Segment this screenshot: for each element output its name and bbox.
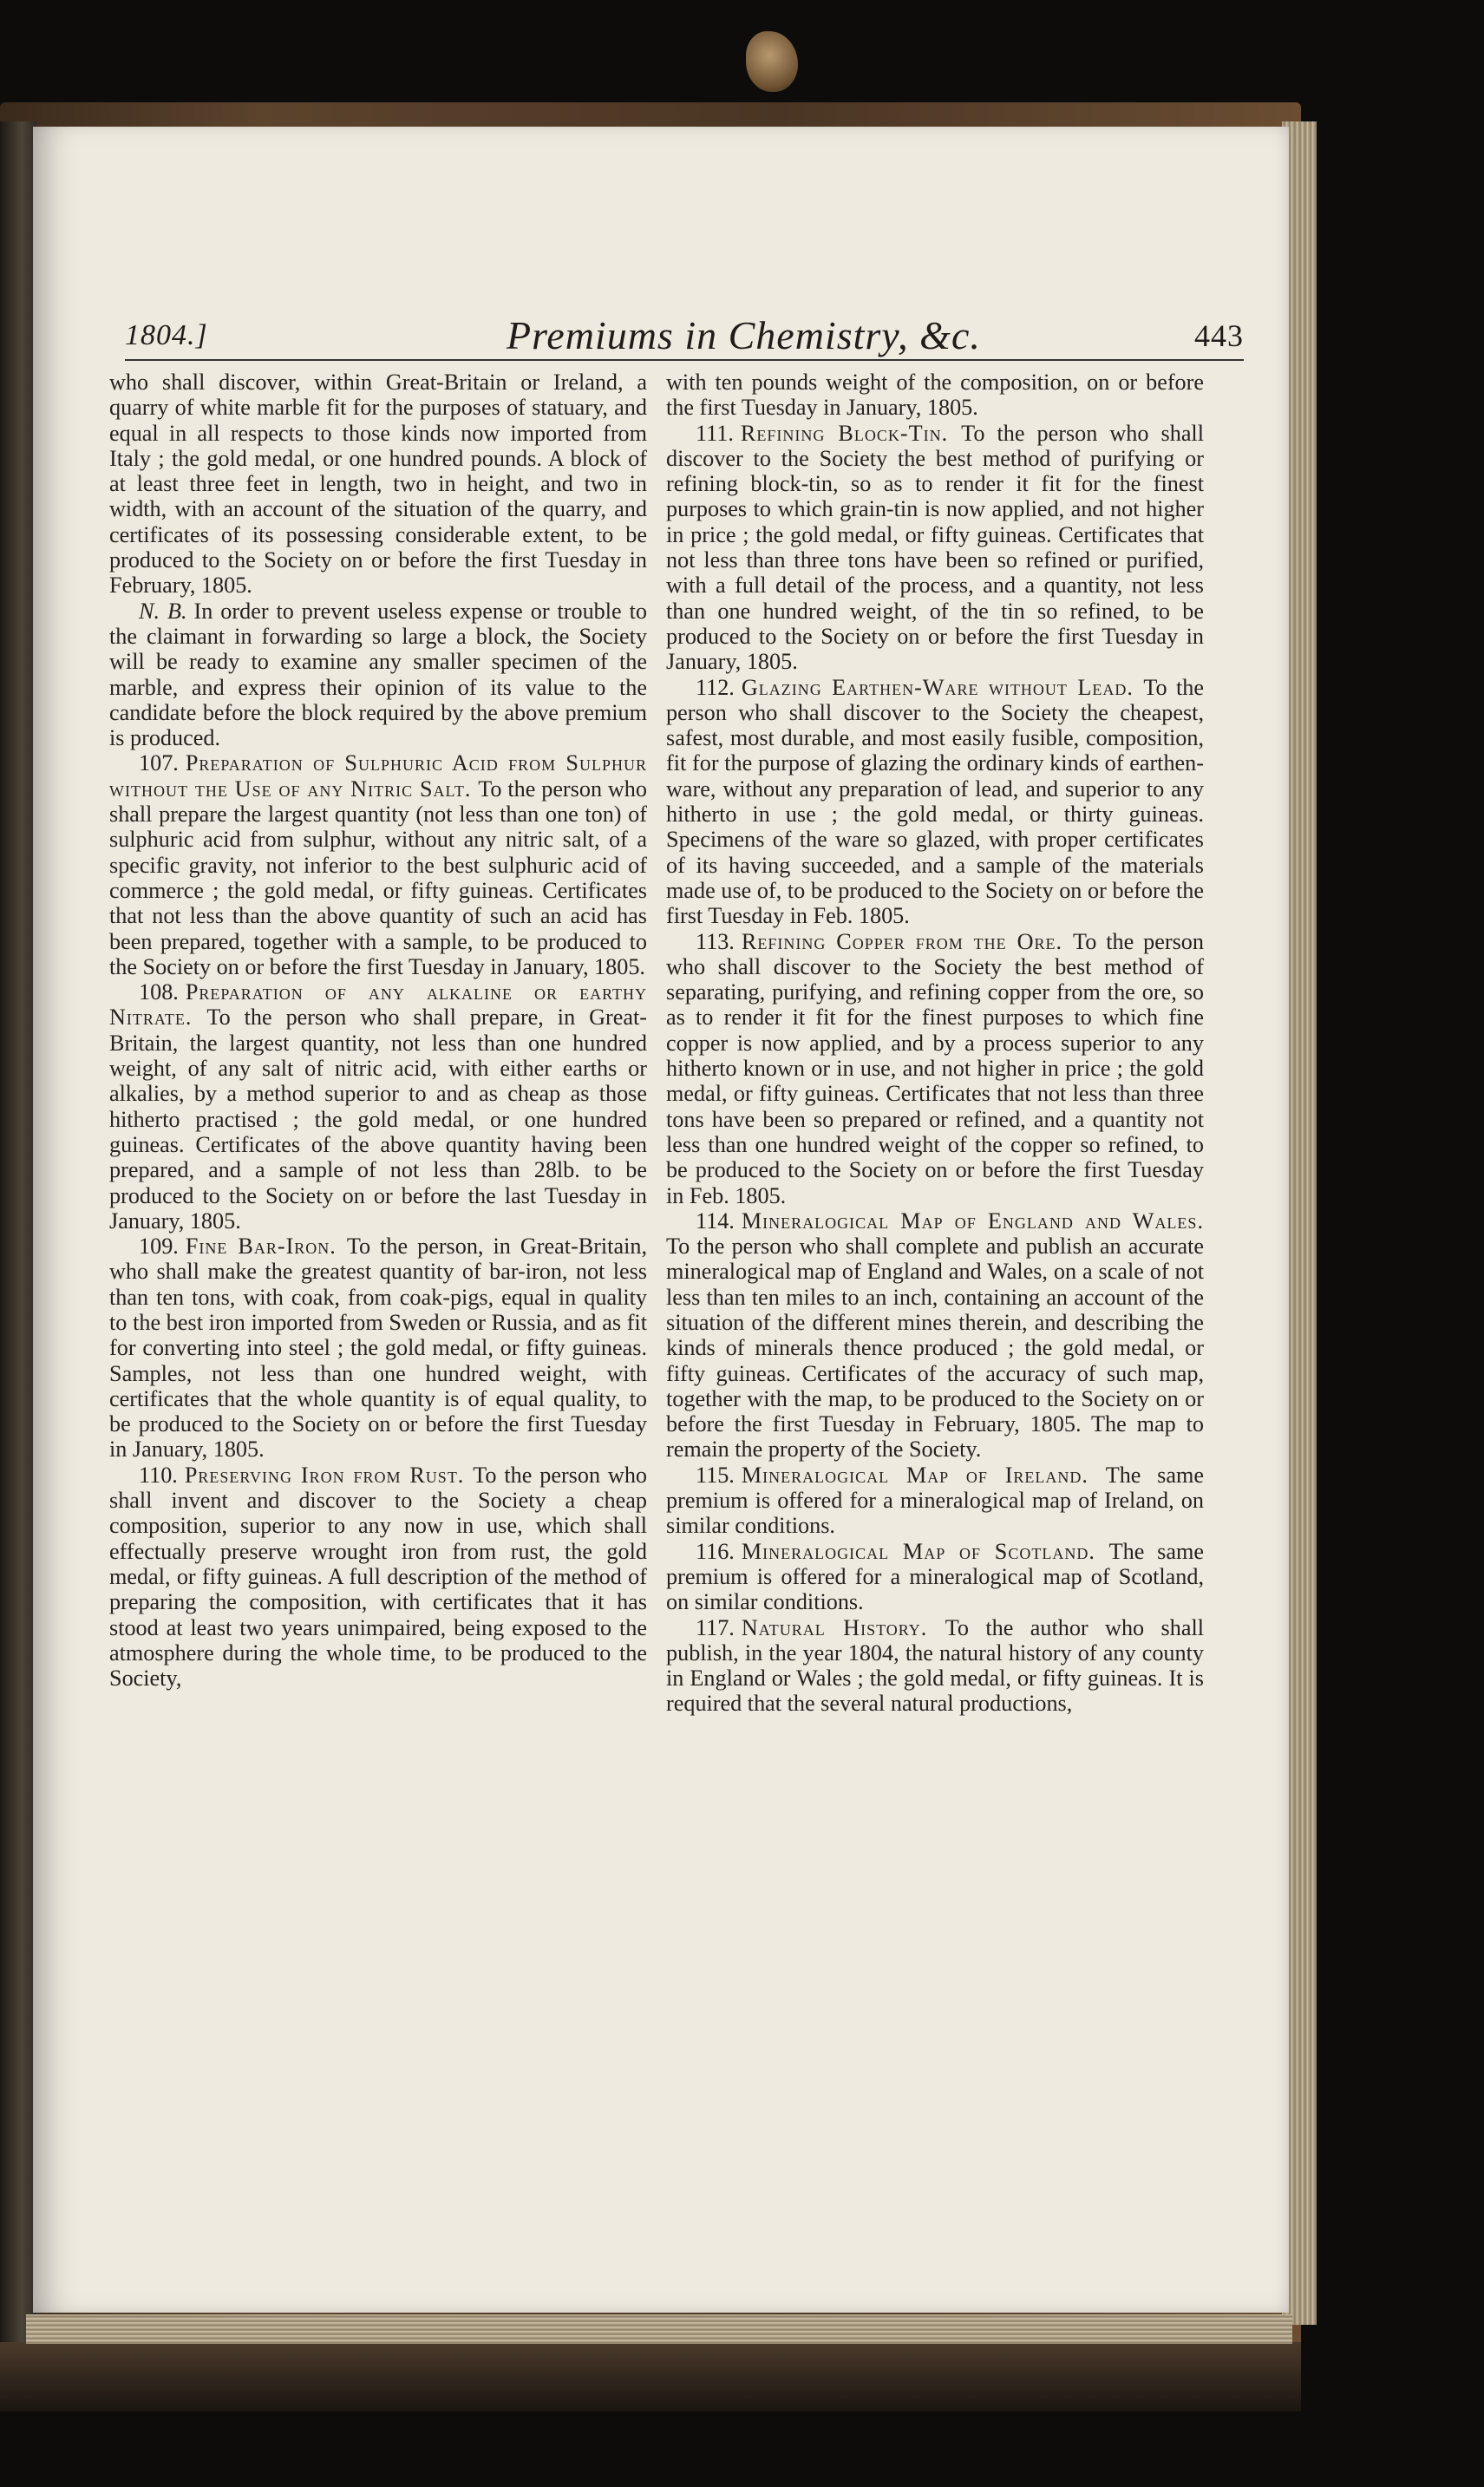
item-number: 109. — [139, 1234, 179, 1260]
premium-item — [109, 979, 647, 1234]
premium-item — [109, 1234, 647, 1463]
item-number: 115. — [696, 1462, 735, 1488]
item-number: 117. — [696, 1614, 735, 1640]
page-edges-bottom — [26, 2314, 1292, 2344]
premium-item — [666, 1615, 1204, 1717]
item-number: 111. — [696, 420, 734, 446]
premium-item — [109, 750, 647, 979]
cover-stain — [746, 31, 798, 92]
premium-item — [666, 1463, 1204, 1539]
paragraph-text: The same premium is offered for a mineralogical map of Scotland, on similar conditions. — [666, 1538, 1204, 1615]
paragraph-continuation — [109, 370, 647, 599]
running-head — [125, 307, 1244, 361]
item-heading: Mineralogical Map of Scotland. — [741, 1538, 1109, 1564]
paragraph-text: To the person who shall prepare, in Great-Britain, the largest quantity, not less than one hundred weight, of any salt of nitric acid, with either earths or alkalies, by a method superior to and as cheap as those hitherto practised ; the gold medal, or one hundred guineas. Certificates of the above quantity having been prepared, and a sample of not less than 28lb. to be produced to the Society on or before the last Tuesday in January, 1805. — [109, 1005, 647, 1234]
right-column — [666, 370, 1204, 1717]
premium-item — [666, 675, 1204, 929]
paragraph-text: To the person who shall discover to the Society the best method of separating, purifying, and refining copper from the ore, so as to render it fit for the finest purposes to which fine copper is now applied, and by a process superior to any hitherto known or in use, and not higher in price ; the gold medal, or fifty guineas. Certificates that not less than three tons have been so prepared or refined, and a quantity not less than one hundred weight of the copper so refined, to be produced to the Society on or before the first Tuesday in Feb. 1805. — [666, 928, 1204, 1208]
left-column — [109, 370, 647, 1691]
item-heading: Preserving Iron from Rust. — [184, 1462, 474, 1488]
paragraph-text: who shall discover, within Great-Britain or Ireland, a quarry of white marble fit for the purposes of statuary, and equal in all respects to those kinds now imported from Italy ; the gold medal, or one hundred pounds. A block of at least three feet in length, two in height, and two in width, with an account of the situation of the quarry, and certificates of its possessing considerable extent, to be produced to the Society on or before the first Tuesday in February, 1805. — [109, 370, 647, 599]
page-number: 443 — [1194, 318, 1244, 353]
paragraph-text: To the person who shall prepare the largest quantity (not less than one ton) of sulphuric acid from sulphur, without any nitric salt, of a specific gravity, not inferior to the best sulphuric acid of commerce ; the gold medal, or fifty guineas. Certificates that not less than the above quantity of such an acid has been prepared, together with a sample, to be produced to the Society on or before the first Tuesday in January, 1805. — [109, 776, 647, 979]
note-paragraph — [109, 599, 647, 751]
paragraph-text: with ten pounds weight of the composition, on or before the first Tuesday in January, 1805. — [666, 370, 1204, 421]
premium-item — [666, 929, 1204, 1208]
running-head-title: Premiums in Chemistry, &c. — [507, 313, 981, 357]
premium-item — [666, 1539, 1204, 1615]
running-head-year: 1804.] — [125, 319, 208, 351]
paragraph-text: To the author who shall publish, in the year 1804, the natural history of any county in England or Wales ; the gold medal, or fifty guineas. It is required that the several natural productions, — [666, 1614, 1204, 1717]
item-number: 116. — [696, 1538, 735, 1564]
item-heading: Fine Bar-Iron. — [185, 1234, 347, 1260]
item-heading: Glazing Earthen-Ware without Lead. — [741, 674, 1144, 700]
note-lead: N. B. — [139, 598, 187, 624]
item-heading: Refining Block-Tin. — [740, 420, 962, 446]
item-number: 113. — [696, 928, 735, 954]
paragraph-text: The same premium is offered for a mineralogical map of Ireland, on similar conditions. — [666, 1462, 1204, 1539]
paragraph-text: To the person, in Great-Britain, who shall make the greatest quantity of bar-iron, not less than ten tons, with coak, from coak-pigs, equal in quality to the best iron imported from Sweden or Russia, and as fit for converting into steel ; the gold medal, or fifty guineas. Samples, not less than one hundred weight, with certificates that the whole quantity is of equal quality, to be produced to the Society on or before the first Tuesday in January, 1805. — [109, 1234, 647, 1463]
item-heading: Mineralogical Map of England and Wales. — [741, 1208, 1204, 1234]
paragraph-text: To the person who shall discover to the Society the best method of purifying or refining block-tin, so as to render it fit for the finest purposes to which grain-tin is now applied, and not higher in price ; the gold medal, or fifty guineas. Certificates that not less than three tons have been so refined or purified, with a full detail of the process, and a quantity, not less than one hundred weight, of the tin so refined, to be produced to the Society on or before the first Tuesday in January, 1805. — [666, 420, 1204, 675]
item-heading: Natural History. — [741, 1614, 945, 1640]
premium-item — [666, 1208, 1204, 1463]
item-heading: Refining Copper from the Ore. — [741, 928, 1074, 954]
item-heading: Preparation of any alkaline or earthy Nitrate. — [109, 979, 647, 1031]
paragraph-text: To the person who shall discover to the Society the cheapest, safest, most durable, and most easily fusible, composition, fit for the purpose of glazing the ordinary kinds of earthen-ware, without any preparation of lead, and superior to any hitherto in use ; the gold medal, or thirty guineas. Specimens of the ware so glazed, with proper certificates of its having succeeded, and a sample of the materials made use of, to be produced to the Society on or before the first Tuesday in Feb. 1805. — [666, 674, 1204, 929]
item-heading: Mineralogical Map of Ireland. — [741, 1462, 1106, 1488]
item-number: 107. — [139, 750, 179, 776]
paragraph-text: To the person who shall invent and discover to the Society a cheap composition, superior to any now in use, which shall effectually preserve wrought iron from rust, the gold medal, or fifty guineas. A full description of the method of preparing the composition, with certificates that it has stood at least two years unimpaired, being exposed to the atmosphere during the whole time, to be produced to the Society, — [109, 1462, 648, 1692]
item-number: 108. — [139, 979, 179, 1005]
paragraph-text: To the person who shall complete and publish an accurate mineralogical map of England and Wales, on a scale of not less than ten miles to an inch, containing an account of the situation of the different mines therein, and describing the kinds of minerals thence produced ; the gold medal, or fifty guineas. Certificates of the accuracy of such map, together with the map, to be produced to the Society on or before the first Tuesday in February, 1805. The map to remain the property of the Society. — [666, 1234, 1204, 1463]
item-number: 114. — [696, 1208, 735, 1234]
item-number: 112. — [696, 674, 735, 700]
premium-item — [666, 421, 1204, 675]
paragraph-text: In order to prevent useless expense or trouble to the claimant in forwarding so large a block, the Society will be ready to examine any smaller specimen of the marble, and express their opinion of its value to the candidate before the block required by the above premium is produced. — [109, 598, 647, 751]
item-heading: Preparation of Sulphuric Acid from Sulphur without the Use of any Nitric Salt. — [109, 750, 647, 802]
book-page — [33, 127, 1289, 2313]
book-spine — [0, 121, 36, 2342]
book-bottom — [0, 2342, 1301, 2412]
item-number: 110. — [139, 1462, 178, 1488]
paragraph-continuation — [666, 370, 1204, 421]
premium-item — [109, 1463, 647, 1692]
